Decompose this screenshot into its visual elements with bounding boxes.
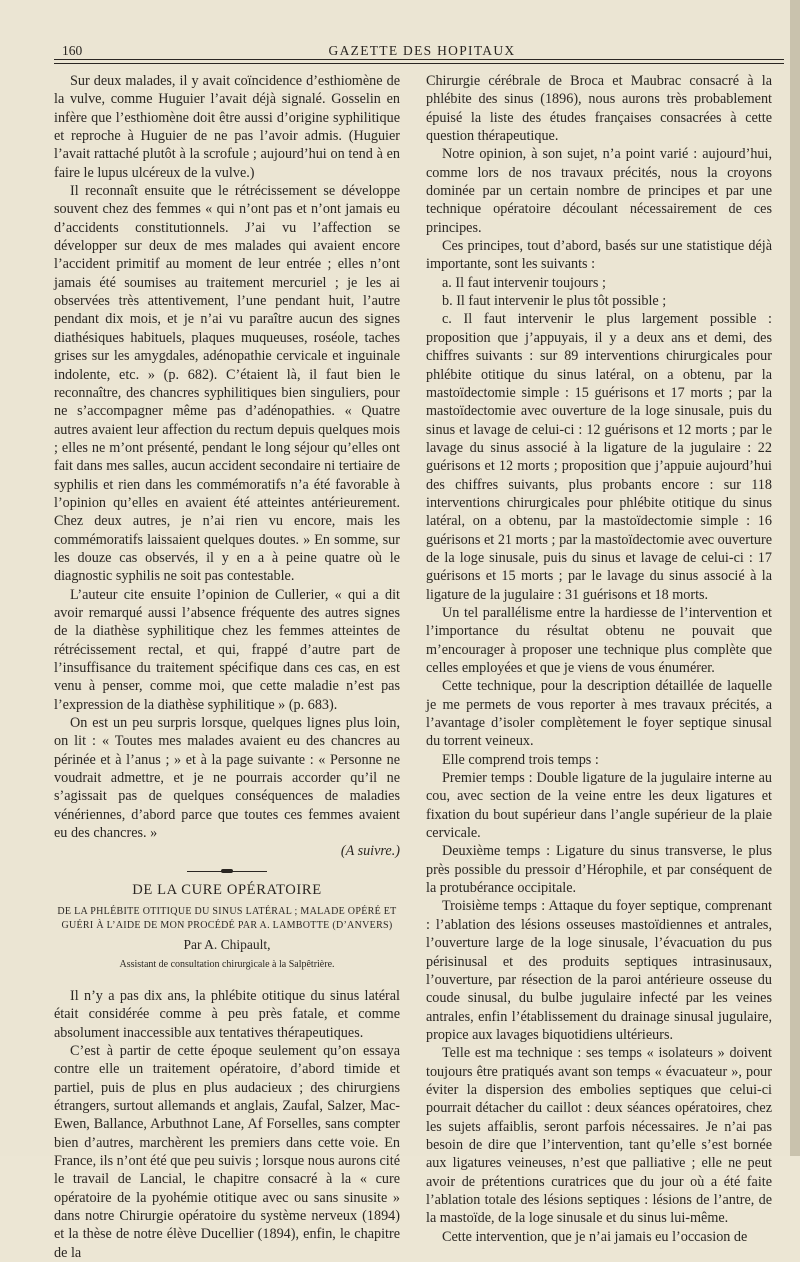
to-be-continued: (A suivre.)	[340, 843, 400, 860]
paragraph: Un tel parallélisme entre la hardiesse de l’intervention et l’importance du résultat obtenu ne pouvait que m’encourager à proposer une technique plus complète que celles employées et que je viens de vous énumérer.	[426, 604, 772, 676]
paragraph: Troisième temps : Attaque du foyer septique, comprenant : l’ablation des lésions osseuses mastoïdiennes et antrales, l’ouverture large de la loge sinusale, l’évacuation du pus périsinusal et des produits septiques intrasinusaux, l’ouverture, par résection de la paroi antérieure osseuse du coude sinusal, du bulbe jugulaire infecté par les veines antrales, enfin l’établissement du drainage sinusal jugulaire, propice aux lavages biquotidiens ultérieurs.	[426, 898, 772, 1043]
paragraph: Notre opinion, à son sujet, n’a point varié : aujourd’hui, comme lors de nos travaux précités, nous la croyons dominée par un certain nombre de principes et par une technique opératoire découlant nécessairement de ces principes.	[426, 146, 772, 236]
section-separator	[187, 871, 267, 872]
paragraph: Deuxième temps : Ligature du sinus transverse, le plus près possible du pressoir d’Hérophile, et par conséquent de la protubérance occipitale.	[426, 843, 772, 897]
paragraph: Ces principes, tout d’abord, basés sur une statistique déjà importante, sont les suivants :	[426, 238, 772, 273]
paragraph: Premier temps : Double ligature de la jugulaire interne au cou, avec section de la veine entre les deux ligatures et fixation du bout supérieur dans l’angle supérieur de la plaie cervicale.	[426, 770, 772, 842]
paragraph: Cette intervention, que je n’ai jamais eu l’occasion de	[442, 1228, 748, 1245]
paragraph: L’auteur cite ensuite l’opinion de Cullerier, « qui a dit avoir remarqué aussi l’absence fréquente des autres signes de la diathèse syphilitique chez les femmes atteintes de rétrécissement rectal, et qui, frappé d’autre part de l’insuffisance du traitement spécifique dans ces cas, en est venu à penser, comme moi, que cette maladie n’est pas l’expression de la diathèse syphilitique » (p. 683).	[54, 586, 400, 713]
list-item: c. Il faut intervenir le plus largement possible : proposition que j’appuyais, il y a deux ans et demi, des chiffres suivants : sur 89 interventions chirurgicales pour phlébite otitique du sinus latéral, on a obtenu, par la mastoïdectomie simple : 15 guérisons et 17 morts ; par la mastoïdectomie avec ouverture de la loge sinusale, puis du sinus et lavage de celui-ci : 12 guérisons et 12 morts ; par le lavage du sinus associé à la ligature de la jugulaire : 22 guérisons et 12 morts ; proposition que j’appuie aujourd’hui des chiffres suivants, plus probants encore : sur 118 interventions chirurgicales pour phlébite otitique du sinus latéral, on a obtenu, par la mastoïdectomie simple : 16 guérisons et 21 morts ; par la mastoïdectomie avec ouverture de la loge sinusale, puis du sinus et lavage de celui-ci : 17 guérisons et 15 morts ; par le lavage du sinus associé à la ligature de la jugulaire : 31 guérisons et 18 morts.	[426, 311, 772, 603]
article-title: DE LA CURE OPÉRATOIRE	[132, 881, 322, 898]
header-rule-thin	[54, 63, 784, 64]
article-author: Par A. Chipault,	[183, 937, 271, 953]
right-column	[426, 72, 772, 1246]
paragraph: Il n’y a pas dix ans, la phlébite otitique du sinus latéral était considérée comme à peu près fatale, et comme absolument inaccessible aux tentatives thérapeutiques.	[54, 987, 400, 1041]
list-item: a. Il faut intervenir toujours ;	[442, 274, 606, 291]
paragraph: Chirurgie cérébrale de Broca et Maubrac consacré à la phlébite des sinus (1896), nous aurons très probablement épuisé la liste des études françaises consacrées à cette question thérapeutique.	[426, 73, 772, 145]
paragraph: Telle est ma technique : ses temps « isolateurs » doivent toujours être pratiqués avant son temps « évacuateur », pour éviter la dispersion des embolies septiques que celui-ci pourrait détacher du caillot : deux séances opératoires, chez les sujets affaiblis, seront parfois nécessaires. Je n’ai pas besoin de dire que l’intervention, tant qu’elle s’est bornée aux ligatures veineuses, n’est que palliative ; elle ne peut avoir de prétentions curatrices que du jour où a été faite l’ablation totale des lésions septiques : lésions de l’antre, de la mastoïde, de la loge sinusale et du sinus lui-même.	[426, 1045, 772, 1227]
paragraph: C’est à partir de cette époque seulement qu’on essaya contre elle un traitement opératoire, d’abord timide et partiel, puis de plus en plus audacieux ; des chirurgiens étrangers, surtout allemands et anglais, Zaufal, Salzer, Mac-Ewen, Ballance, Arbuthnot Lane, Af Forselles, sans compter bien d’autres, marchèrent les premiers dans cette voie. En France, ils n’ont été que peu suivis ; lorsque nous aurons cité le travail de Lancial, le chapitre consacré à la « cure opératoire de la pyohémie otitique avec ou sans sinusite » dans notre Chirurgie opératoire du système nerveux (1894) et la thèse de notre élève Ducellier (1894), enfin, le chapitre de la	[54, 1042, 400, 1261]
paragraph: Elle comprend trois temps :	[442, 751, 599, 768]
header-rule-thick	[54, 59, 784, 60]
paragraph: Cette technique, pour la description détaillée de laquelle je me permets de vous reporter à mes travaux précités, a l’avantage d’isoler complètement le foyer septique sinusal du torrent veineux.	[426, 678, 772, 750]
page-number: 160	[62, 43, 83, 58]
paragraph: Sur deux malades, il y avait coïncidence d’esthiomène de la vulve, comme Huguier l’avait déjà signalé. Gosselin en infère que l’esthiomène doit être aussi d’origine syphilitique et reproche à Huguier de ne pas l’avoir admis. (Huguier l’avait rattaché plutôt à la scrofule ; aujourd’hui on tend à en faire le lupus ulcéreux de la vulve.)	[54, 73, 400, 181]
author-role: Assistant de consultation chirurgicale à la Salpêtrière.	[119, 959, 335, 971]
page-edge	[790, 0, 800, 1156]
left-column	[54, 72, 400, 1262]
list-item: b. Il faut intervenir le plus tôt possible ;	[442, 293, 667, 310]
page-header	[54, 40, 790, 60]
paragraph: On est un peu surpris lorsque, quelques lignes plus loin, on lit : « Toutes mes malades avaient eu des chancres au périnée et à l’anus ; » et à la page suivante : « Personne ne voudrait admettre, et je ne pourrais accorder qu’il ne s’agissait pas de quelques conséquences de maladies vénériennes, d’abord parce que toutes ces femmes avaient eu des chancres. »	[54, 715, 400, 842]
article-subtitle: DE LA PHLÉBITE OTITIQUE DU SINUS LATÉRAL ; MALADE OPÉRÉ ET GUÉRI À L’AIDE DE MON PROCÉDÉ PAR A. LAMBOTTE (D’ANVERS)	[57, 906, 397, 931]
paragraph: Il reconnaît ensuite que le rétrécissement se développe souvent chez des femmes « qui n’ont pas et n’ont jamais eu d’accidents constitutionnels. J’ai vu l’affection se développer sur deux de mes malades qui avaient encore l’accident primitif au moment de leur entrée ; elles n’ont jamais été soumises au traitement mercuriel ; je les ai observées très attentivement, l’une pendant huit, l’autre pendant dix mois, et je n’ai vu paraître aucun des signes diathésiques habituels, plaques muqueuses, roséole, taches grises sur les amygdales, adénopathie cervicale et inguinale indolente, etc. » (p. 682). C’étaient là, il faut bien le reconnaître, des chancres syphilitiques bien singuliers, pour ne s’accompagner même pas d’adénopathies. « Quatre autres avaient leur affection du rectum depuis quelques mois ; elles ne m’ont présenté, pendant le long séjour qu’elles ont fait dans mes salles, aucun accident secondaire ni tertiaire de syphilis et rien dans les commémoratifs n’a été favorable à l’opinion qu’elles en avaient été atteintes antérieurement. Chez deux autres, je n’ai rien vu encore, mais les commémoratifs laissaient quelques doutes. » En somme, sur les douze cas observés, il y en a à peine quatre où le diagnostic syphilis ne soit pas contestable.	[54, 183, 400, 585]
journal-title: GAZETTE DES HOPITAUX	[328, 43, 516, 58]
